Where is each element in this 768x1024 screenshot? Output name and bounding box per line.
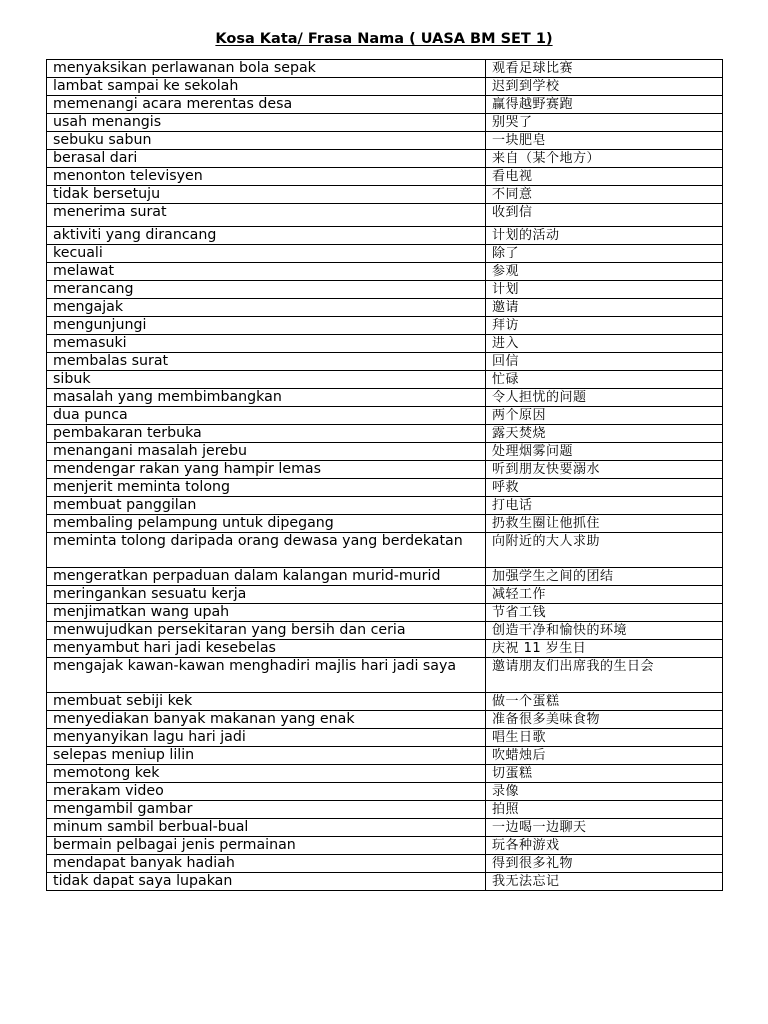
table-row	[47, 586, 723, 604]
translation: 参观	[486, 263, 723, 281]
malay-phrase: mengeratkan perpaduan dalam kalangan murid-murid	[47, 568, 486, 586]
translation: 不同意	[486, 186, 723, 204]
malay-phrase: membaling pelampung untuk dipegang	[47, 515, 486, 533]
translation: 加强学生之间的团结	[486, 568, 723, 586]
malay-phrase: meringankan sesuatu kerja	[47, 586, 486, 604]
malay-phrase: bermain pelbagai jenis permainan	[47, 837, 486, 855]
translation: 回信	[486, 353, 723, 371]
translation: 吹蜡烛后	[486, 747, 723, 765]
malay-phrase: menwujudkan persekitaran yang bersih dan ceria	[47, 622, 486, 640]
malay-phrase: lambat sampai ke sekolah	[47, 78, 486, 96]
malay-phrase: merakam video	[47, 783, 486, 801]
table-row	[47, 425, 723, 443]
document-title: Kosa Kata/ Frasa Nama ( UASA BM SET 1)	[215, 31, 553, 47]
table-row	[47, 837, 723, 855]
table-row	[47, 497, 723, 515]
table-row	[47, 568, 723, 586]
table-row	[47, 873, 723, 891]
translation: 来自（某个地方）	[486, 150, 723, 168]
translation: 赢得越野赛跑	[486, 96, 723, 114]
translation: 观看足球比赛	[486, 60, 723, 78]
malay-phrase: minum sambil berbual-bual	[47, 819, 486, 837]
malay-phrase: membuat sebiji kek	[47, 693, 486, 711]
translation: 扔救生圈让他抓住	[486, 515, 723, 533]
translation: 拍照	[486, 801, 723, 819]
translation: 看电视	[486, 168, 723, 186]
translation: 向附近的大人求助	[486, 533, 723, 568]
malay-phrase: menyambut hari jadi kesebelas	[47, 640, 486, 658]
translation: 别哭了	[486, 114, 723, 132]
malay-phrase: menyanyikan lagu hari jadi	[47, 729, 486, 747]
malay-phrase: sebuku sabun	[47, 132, 486, 150]
table-row	[47, 263, 723, 281]
translation: 一边喝一边聊天	[486, 819, 723, 837]
malay-phrase: menjimatkan wang upah	[47, 604, 486, 622]
translation: 得到很多礼物	[486, 855, 723, 873]
table-row	[47, 855, 723, 873]
table-row	[47, 783, 723, 801]
table-row	[47, 96, 723, 114]
table-row	[47, 317, 723, 335]
malay-phrase: mendengar rakan yang hampir lemas	[47, 461, 486, 479]
table-row	[47, 60, 723, 78]
table-row	[47, 801, 723, 819]
table-row	[47, 227, 723, 245]
translation: 玩各种游戏	[486, 837, 723, 855]
malay-phrase: mengajak	[47, 299, 486, 317]
malay-phrase: tidak dapat saya lupakan	[47, 873, 486, 891]
malay-phrase: tidak bersetuju	[47, 186, 486, 204]
table-row	[47, 604, 723, 622]
table-row	[47, 443, 723, 461]
malay-phrase: membalas surat	[47, 353, 486, 371]
translation: 打电话	[486, 497, 723, 515]
table-row	[47, 819, 723, 837]
translation: 迟到到学校	[486, 78, 723, 96]
translation: 进入	[486, 335, 723, 353]
translation: 收到信	[486, 204, 723, 227]
table-row	[47, 479, 723, 497]
table-row	[47, 299, 723, 317]
translation: 创造干净和愉快的环境	[486, 622, 723, 640]
translation: 做一个蛋糕	[486, 693, 723, 711]
translation: 除了	[486, 245, 723, 263]
translation: 忙碌	[486, 371, 723, 389]
malay-phrase: menyediakan banyak makanan yang enak	[47, 711, 486, 729]
table-row	[47, 622, 723, 640]
malay-phrase: mendapat banyak hadiah	[47, 855, 486, 873]
translation: 录像	[486, 783, 723, 801]
malay-phrase: menerima surat	[47, 204, 486, 227]
malay-phrase: usah menangis	[47, 114, 486, 132]
translation: 呼救	[486, 479, 723, 497]
translation: 露天焚烧	[486, 425, 723, 443]
translation: 庆祝 11 岁生日	[486, 640, 723, 658]
malay-phrase: masalah yang membimbangkan	[47, 389, 486, 407]
translation: 两个原因	[486, 407, 723, 425]
translation: 邀请	[486, 299, 723, 317]
table-row	[47, 335, 723, 353]
table-row	[47, 515, 723, 533]
table-row	[47, 729, 723, 747]
vocabulary-table	[46, 59, 723, 891]
table-row	[47, 114, 723, 132]
malay-phrase: sibuk	[47, 371, 486, 389]
table-row	[47, 245, 723, 263]
malay-phrase: berasal dari	[47, 150, 486, 168]
translation: 处理烟雾问题	[486, 443, 723, 461]
table-row	[47, 711, 723, 729]
table-row	[47, 204, 723, 227]
table-row	[47, 150, 723, 168]
table-row	[47, 371, 723, 389]
malay-phrase: meminta tolong daripada orang dewasa yang berdekatan	[47, 533, 486, 568]
malay-phrase: memenangi acara merentas desa	[47, 96, 486, 114]
translation: 唱生日歌	[486, 729, 723, 747]
table-row	[47, 281, 723, 299]
translation: 准备很多美味食物	[486, 711, 723, 729]
malay-phrase: melawat	[47, 263, 486, 281]
translation: 切蛋糕	[486, 765, 723, 783]
table-row	[47, 407, 723, 425]
translation: 邀请朋友们出席我的生日会	[486, 658, 723, 693]
translation: 听到朋友快要溺水	[486, 461, 723, 479]
table-row	[47, 168, 723, 186]
malay-phrase: memasuki	[47, 335, 486, 353]
malay-phrase: menangani masalah jerebu	[47, 443, 486, 461]
malay-phrase: kecuali	[47, 245, 486, 263]
translation: 令人担忧的问题	[486, 389, 723, 407]
table-row	[47, 658, 723, 693]
malay-phrase: selepas meniup lilin	[47, 747, 486, 765]
translation: 一块肥皂	[486, 132, 723, 150]
table-row	[47, 353, 723, 371]
malay-phrase: mengunjungi	[47, 317, 486, 335]
malay-phrase: menyaksikan perlawanan bola sepak	[47, 60, 486, 78]
malay-phrase: dua punca	[47, 407, 486, 425]
malay-phrase: pembakaran terbuka	[47, 425, 486, 443]
malay-phrase: mengambil gambar	[47, 801, 486, 819]
translation: 减轻工作	[486, 586, 723, 604]
table-row	[47, 533, 723, 568]
table-row	[47, 461, 723, 479]
translation: 计划	[486, 281, 723, 299]
table-row	[47, 186, 723, 204]
table-row	[47, 765, 723, 783]
translation: 我无法忘记	[486, 873, 723, 891]
translation: 计划的活动	[486, 227, 723, 245]
table-row	[47, 747, 723, 765]
table-row	[47, 78, 723, 96]
table-row	[47, 693, 723, 711]
translation: 拜访	[486, 317, 723, 335]
table-row	[47, 132, 723, 150]
malay-phrase: menonton televisyen	[47, 168, 486, 186]
translation: 节省工钱	[486, 604, 723, 622]
malay-phrase: membuat panggilan	[47, 497, 486, 515]
table-row	[47, 389, 723, 407]
malay-phrase: memotong kek	[47, 765, 486, 783]
malay-phrase: mengajak kawan-kawan menghadiri majlis hari jadi saya	[47, 658, 486, 693]
malay-phrase: merancang	[47, 281, 486, 299]
malay-phrase: aktiviti yang dirancang	[47, 227, 486, 245]
malay-phrase: menjerit meminta tolong	[47, 479, 486, 497]
table-row	[47, 640, 723, 658]
